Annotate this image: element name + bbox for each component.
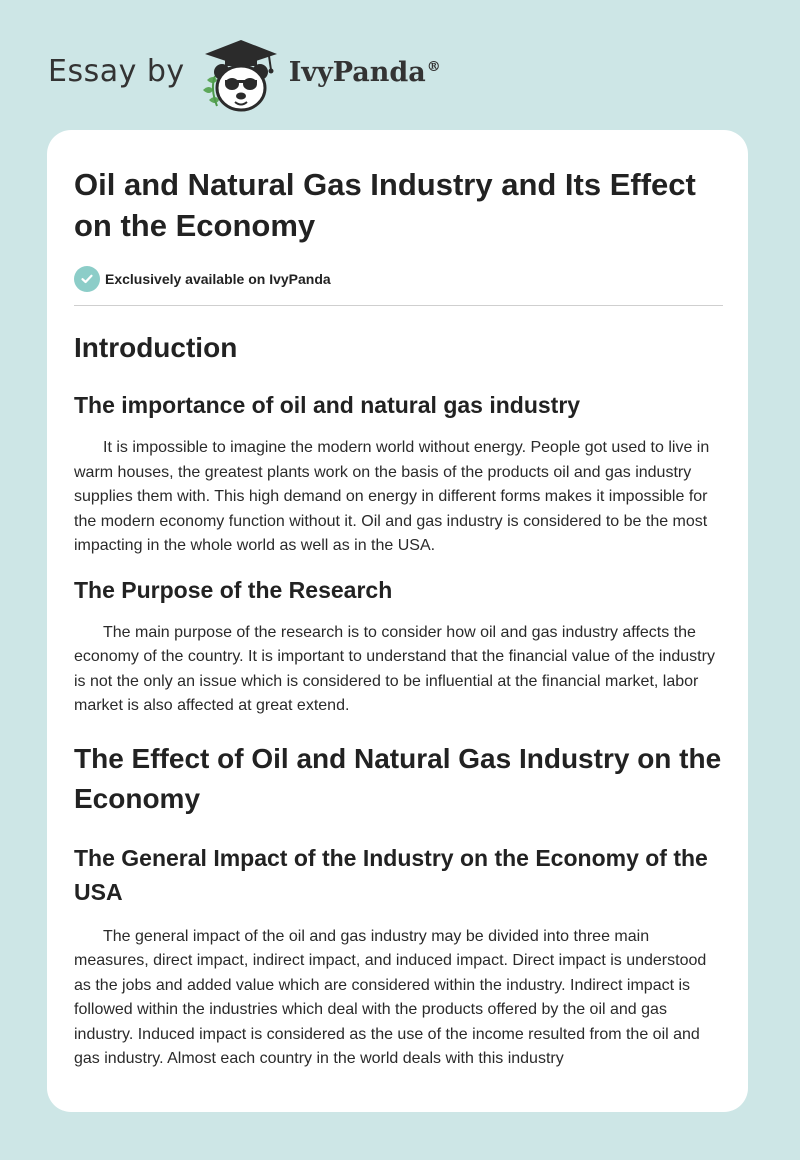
ivypanda-logo-icon[interactable] bbox=[195, 36, 287, 116]
paragraph-purpose: The main purpose of the research is to consider how oil and gas industry affects the economy of the country. It is important to understand that the financial value of the industry is not the only an issue which is considered to be influential at the financial market, labor market is also affected at great extend. bbox=[74, 623, 715, 714]
exclusive-badge bbox=[74, 266, 724, 292]
essay-content bbox=[74, 164, 724, 1072]
heading-effect: The Effect of Oil and Natural Gas Industry on the Economy bbox=[74, 742, 722, 814]
site-header bbox=[48, 36, 441, 116]
page-title: Oil and Natural Gas Industry and Its Effect on the Economy bbox=[74, 167, 696, 243]
essay-card bbox=[47, 130, 748, 1112]
heading-introduction: Introduction bbox=[74, 332, 238, 363]
exclusive-label: Exclusively available on IvyPanda bbox=[105, 271, 331, 287]
paragraph-importance: It is impossible to imagine the modern world without energy. People got used to live in warm houses, the greatest plants work on the basis of the products oil and gas industry supplies them with. This high demand on energy in different forms makes it impossible for the modern economy function without it. Oil and gas industry is considered to be the most impacting in the whole world as well as in the USA. bbox=[74, 439, 710, 554]
brand-name[interactable] bbox=[289, 57, 441, 88]
divider bbox=[74, 305, 723, 306]
check-icon bbox=[74, 266, 100, 292]
essay-by-label: Essay by bbox=[48, 53, 185, 89]
heading-importance: The importance of oil and natural gas industry bbox=[74, 392, 581, 418]
heading-purpose: The Purpose of the Research bbox=[74, 576, 393, 603]
paragraph-general-impact: The general impact of the oil and gas industry may be divided into three main measures, direct impact, indirect impact, and induced impact. Direct impact is understood as the jobs and added value which are considered within the industry. Indirect impact is followed within the industries which deal with the products offered by the oil and gas industry. Induced impact is considered as the use of the income resulted from the oil and gas industry. Almost each country in the world deals with this industry bbox=[74, 927, 707, 1067]
brand-name-text: IvyPanda bbox=[288, 56, 426, 88]
registered-mark: ® bbox=[426, 58, 441, 75]
heading-general-impact: The General Impact of the Industry on the Economy of the USA bbox=[74, 844, 708, 905]
